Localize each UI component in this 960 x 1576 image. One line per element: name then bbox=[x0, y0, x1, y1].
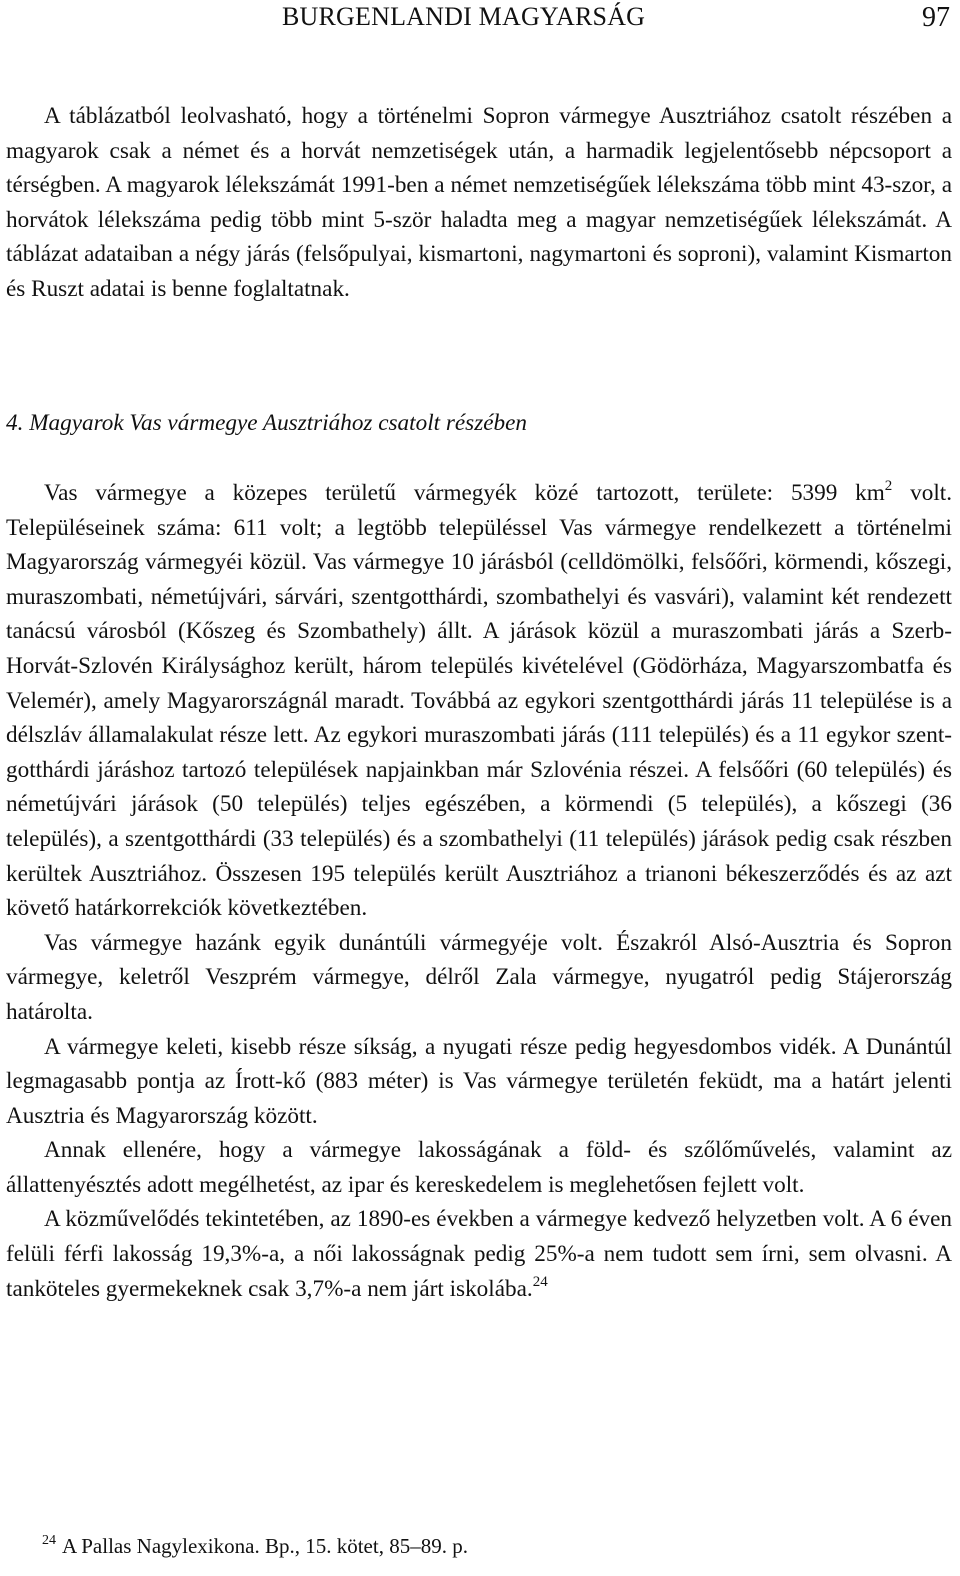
paragraph-text: A közművelődés tekintetében, az 1890-es években a vármegye kedvező helyzetben volt. A 6 éven felüli férfi lakosság 19,3%-a, a női lakosságnak pedig 25%-a nem tudott sem írni, sem olvasni. A tanköteles gyermekeknek csak 3,7%-a nem járt iskolába. bbox=[6, 1206, 952, 1302]
running-head: BURGENLANDI MAGYARSÁG bbox=[282, 2, 646, 31]
superscript-2: 2 bbox=[884, 478, 893, 494]
paragraph-economy: Annak ellenére, hogy a vármegye lakosságának a föld- és szőlőművelés, valamint az állattenyésztés adott megélhetést, az ipar és kereskedelem is meglehetősen fejlett volt. bbox=[6, 1137, 952, 1198]
footnote bbox=[42, 1531, 468, 1561]
paragraph-text: Vas vármegye a közepes területű vármegyék közé tartozott, területe: 5399 km bbox=[44, 480, 885, 506]
paragraph-geography: A vármegye keleti, kisebb része síkság, a nyugati része pedig hegyesdombos vidék. A Dunántúl legmagasabb pontja az Írott-kő (883 méter) is Vas vármegye területén feküdt, ma a határt jelenti Ausztria és Magyarország között. bbox=[6, 1033, 952, 1129]
section-heading: 4. Magyarok Vas vármegye Ausztriához csatolt részében bbox=[6, 410, 528, 436]
footnote-text: A Pallas Nagylexikona. Bp., 15. kötet, 85–89. p. bbox=[62, 1534, 468, 1558]
footnote-marker: 24 bbox=[42, 1533, 56, 1548]
paragraph-area-settlements bbox=[6, 476, 952, 926]
page-number: 97 bbox=[922, 2, 950, 33]
intro-section bbox=[6, 99, 952, 307]
page-header bbox=[0, 0, 960, 50]
paragraph-borders: Vas vármegye hazánk egyik dunántúli vármegyéje volt. Északról Alsó-Ausztria és Sopron vármegye, keletről Veszprém vármegye, délről Zala vármegye, nyugatról pedig Stájerország határolta. bbox=[6, 929, 952, 1025]
intro-paragraph: A táblázatból leolvasható, hogy a történelmi Sopron vármegye Ausztriához csatolt részében a magyarok csak a német és a horvát nemzetiségek után, a harmadik legjelentősebb népcsoport a térségben. A magyarok lélekszámát 1991-ben a német nemzetiségűek lélekszáma több mint 43-szor, a horvátok lélekszáma pedig több mint 5-ször haladta meg a magyar nemzetiségűek lélekszámát. A táblázat adataiban a négy járás (felsőpulyai, kismartoni, nagymartoni és soproni), valamint Kismarton és Ruszt adatai is benne foglaltatnak. bbox=[6, 103, 952, 302]
footnote-reference: 24 bbox=[532, 1273, 548, 1290]
paragraph-text: volt. Településeinek száma: 611 volt; a legtöbb településsel Vas vármegye rendelkezett a történelmi Magyarország vármegyéi közül. Vas vármegye 10 járásból (celldömölki, felsőőri, körmendi, kőszegi, muraszombati, németújvári, sárvári, szentgotthárdi, szombathelyi és vasvári), valamint két rendezett tanácsú városból (Kőszeg és Szombathely) állt. A járások közül a muraszombati járás a Szerb-Horvát-Szlovén Királysághoz került, három település kivételével (Gödörháza, Magyarszombatfa és Velemér), amely Magyarországnál maradt. Továbbá az egykori szentgotthárdi járás 11 települése is a délszláv államalakulat része lett. Az egykori muraszombati járás (111 település) és a 11 egykor szentgotthárdi járáshoz tartozó települések napjainkban már Szlovénia részei. A felsőőri (60 település) és németújvári járások (50 település) teljes egészében, a körmendi (5 település), a kőszegi (36 település), a szentgotthárdi (33 település) és a szombathelyi (11 település) járások pedig csak részben kerültek Ausztriához. Összesen 195 település került Ausztriához a trianoni békeszerződés és az azt követő határkorrekciók következtében. bbox=[6, 480, 952, 922]
paragraph-education bbox=[6, 1202, 952, 1306]
main-section bbox=[6, 476, 952, 1306]
